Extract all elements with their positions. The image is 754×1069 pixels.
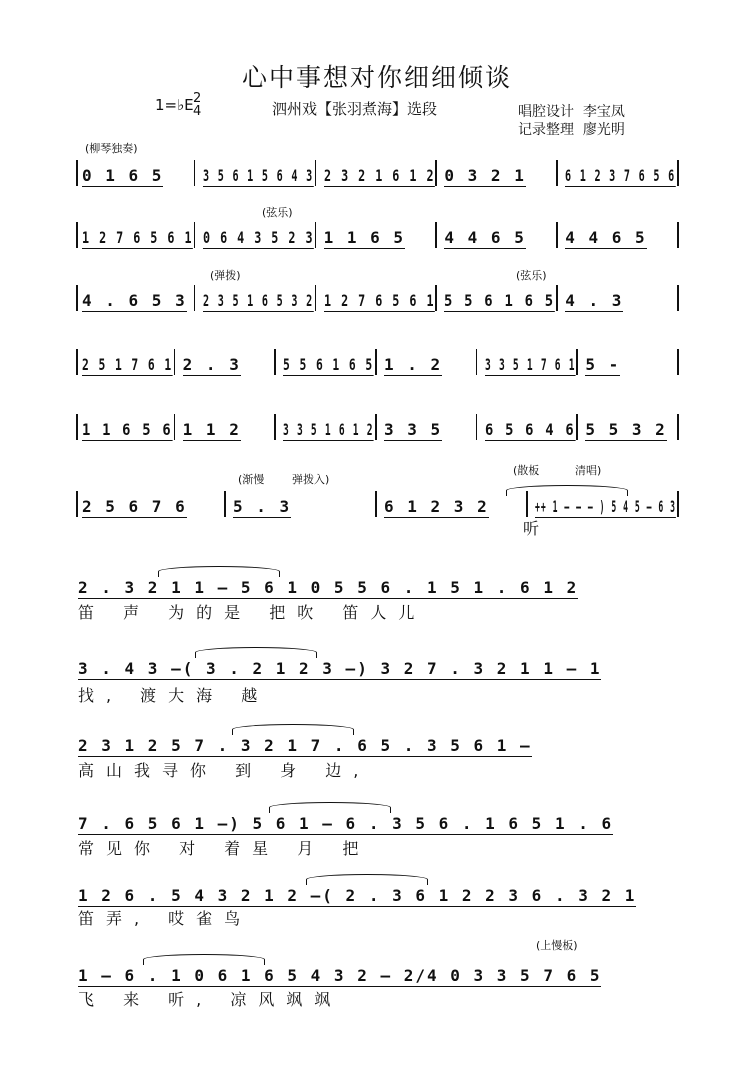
annotation: (弦乐)	[262, 206, 293, 219]
measure-notes: 2 3 1 2 5 7 . 3 2 1 7 . 6 5 . 3 5 6 1 —	[78, 736, 532, 755]
slur-mark	[506, 485, 628, 496]
annotation: (渐慢	[238, 473, 265, 486]
measure-notes: 1 . 2	[384, 355, 443, 374]
barline	[476, 349, 478, 375]
barline	[435, 285, 437, 311]
measure-notes: 1 2 6 . 5 4 3 2 1 2 —( 2 . 3 6 1 2 2 3 6 . 3 2 1	[78, 886, 637, 905]
barline	[194, 285, 196, 311]
barline	[76, 349, 78, 375]
measure-notes: 2 3 2 1 6 1 2	[323, 166, 435, 185]
measure-notes: 2 5 6 7 6	[82, 497, 187, 516]
staff-row	[76, 347, 680, 381]
staff-row	[76, 220, 680, 254]
measure-notes: 1 2 7 6 5 6 1	[82, 228, 194, 247]
barline	[375, 414, 377, 440]
barline	[194, 222, 196, 248]
measure-notes: 4 4 6 5	[565, 228, 647, 247]
lyrics-line: 笛 声 为的是 把吹 笛人儿	[78, 603, 427, 622]
staff-row	[76, 412, 680, 446]
measure-notes: 2 5 1 7 6 1	[82, 355, 173, 374]
measure-notes: 1 2 7 6 5 6 1	[323, 291, 435, 310]
measure-notes: 0 6 4 3 5 2 3	[202, 228, 314, 247]
barline	[556, 160, 558, 186]
staff-row	[76, 158, 680, 192]
barline	[677, 349, 679, 375]
barline	[224, 491, 226, 517]
credits	[518, 103, 625, 139]
annotation: (上慢板)	[536, 939, 578, 952]
measure-notes: 5 5 6 1 6 5	[444, 291, 556, 310]
barline	[174, 349, 176, 375]
annotation: (弹拨)	[210, 269, 241, 282]
measure-notes: 6 5 6 4 6	[484, 420, 576, 439]
measure-notes: 1 1 6 5	[323, 228, 406, 247]
barline	[76, 491, 78, 517]
measure-notes: 2 . 3	[182, 355, 241, 374]
staff-row	[76, 283, 680, 317]
barline	[194, 160, 196, 186]
barline	[315, 222, 317, 248]
annotation: (柳琴独奏)	[85, 142, 138, 155]
annotation: 清唱)	[575, 464, 602, 477]
barline	[76, 222, 78, 248]
measure-notes: 6 1 2 3 2	[384, 497, 489, 516]
barline	[76, 285, 78, 311]
staff-row	[76, 728, 680, 762]
barline	[174, 414, 176, 440]
barline	[76, 160, 78, 186]
slur-mark	[195, 647, 317, 658]
key-signature: 1=♭E	[155, 96, 194, 114]
measure-notes: 1 1 6 5 6	[82, 420, 173, 439]
measure-notes: 3 3 5 1 7 6 1	[484, 355, 576, 374]
barline	[375, 349, 377, 375]
measure-notes: 3 3 5 1 6 1 2	[283, 420, 375, 439]
credit-role: 唱腔设计	[518, 104, 574, 120]
measure-notes: 0 3 2 1	[444, 166, 526, 185]
slur-mark	[158, 566, 280, 577]
time-sig-top: 2	[193, 91, 202, 106]
barline	[677, 491, 679, 517]
measure-notes: 0 1 6 5	[82, 166, 164, 185]
measure-notes: 6 1 2 3 7 6 5 6	[565, 166, 676, 185]
measure-notes: 3 5 6 1 5 6 4 3	[202, 166, 314, 185]
lyrics-line: 找, 渡大海 越	[78, 686, 270, 705]
barline	[435, 222, 437, 248]
measure-notes: 3 3 5	[384, 420, 443, 439]
barline	[677, 222, 679, 248]
barline	[677, 414, 679, 440]
barline	[76, 414, 78, 440]
credit-line	[518, 103, 625, 121]
page-title: 心中事想对你细细倾谈	[241, 63, 512, 92]
annotation: (弦乐)	[516, 269, 547, 282]
lyrics-line: 常见你 对 着星 月 把	[78, 839, 371, 858]
measure-notes: 2 . 3 2 1 1 — 5 6 1 0 5 5 6 . 1 5 1 . 6 1 2	[78, 578, 579, 597]
measure-notes: 4 . 3	[565, 291, 624, 310]
measure-notes: ++ 1 — — — ) 5 4 5 — 6 3	[535, 497, 676, 516]
barline	[315, 160, 317, 186]
subtitle: 泗州戏【张羽煮海】选段	[272, 100, 438, 118]
barline	[274, 414, 276, 440]
measure-notes: 5 5 3 2	[585, 420, 667, 439]
barline	[315, 285, 317, 311]
barline	[576, 414, 578, 440]
credit-line	[518, 121, 625, 139]
staff-row	[76, 489, 680, 523]
measure-notes: 1 1 2	[182, 420, 241, 439]
staff-row	[76, 806, 680, 840]
time-signature	[193, 92, 201, 118]
measure-notes: 4 . 6 5 3	[82, 291, 187, 310]
lyrics-line: 笛弄, 哎雀鸟	[78, 909, 253, 928]
slur-mark	[269, 802, 391, 813]
lyrics-line: 飞 来 听, 凉风飒飒	[78, 990, 343, 1009]
lyrics-line: 听	[523, 519, 552, 538]
measure-notes: 5 . 3	[233, 497, 292, 516]
annotation: (散板	[513, 464, 540, 477]
slur-mark	[143, 954, 265, 965]
measure-notes: 2 3 5 1 6 5 3 2	[202, 291, 314, 310]
barline	[274, 349, 276, 375]
annotation: 弹拨入)	[292, 473, 330, 486]
barline	[677, 160, 679, 186]
measure-notes: 5 -	[585, 355, 621, 374]
barline	[576, 349, 578, 375]
staff-row	[76, 651, 680, 685]
measure-notes: 5 5 6 1 6 5	[283, 355, 374, 374]
lyrics-line: 高山我寻你 到 身 边,	[78, 761, 371, 780]
credit-name: 廖光明	[582, 122, 625, 138]
barline	[435, 160, 437, 186]
barline	[476, 414, 478, 440]
measure-notes: 1 — 6 . 1 0 6 1 6 5 4 3 2 — 2/4 0 3 3 5 7 6 5	[78, 966, 602, 985]
staff-row	[76, 570, 680, 604]
measure-notes: 7 . 6 5 6 1 —) 5 6 1 — 6 . 3 5 6 . 1 6 5 1 . 6	[78, 814, 614, 833]
time-sig-bottom: 4	[193, 104, 202, 119]
barline	[556, 285, 558, 311]
slur-mark	[232, 724, 354, 735]
measure-notes: 4 4 6 5	[444, 228, 526, 247]
credit-role: 记录整理	[518, 122, 574, 138]
measure-notes: 3 . 4 3 —( 3 . 2 1 2 3 —) 3 2 7 . 3 2 1 1 — 1	[78, 659, 602, 678]
credit-name: 李宝凤	[582, 104, 625, 120]
barline	[556, 222, 558, 248]
barline	[677, 285, 679, 311]
slur-mark	[306, 874, 428, 885]
barline	[375, 491, 377, 517]
